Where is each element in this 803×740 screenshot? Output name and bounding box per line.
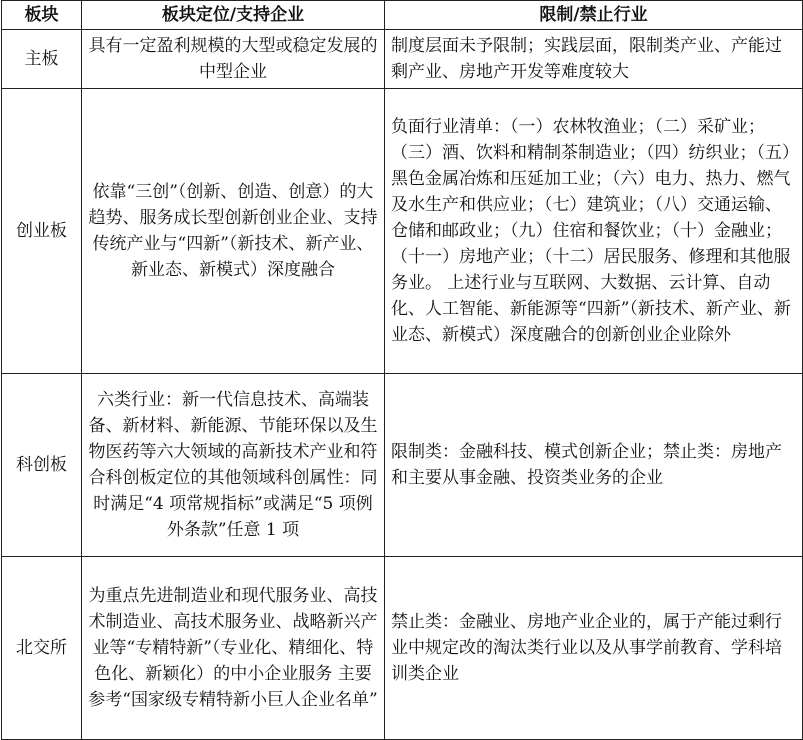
table-header-row: [2, 1, 803, 30]
position-cell: 六类行业：新一代信息技术、高端装备、新材料、新能源、节能环保以及生物医药等六大领域的高新技术产业和符合科创板定位的其他领域科创属性：同时满足“4 项常规指标”或满足“5 项例外条款”任意 1 项: [82, 374, 385, 557]
table-row-beijing-exchange: [2, 557, 803, 740]
table-row-main-board: [2, 30, 803, 89]
restriction-cell: 制度层面未予限制；实践层面，限制类产业、产能过剩产业、房地产开发等难度较大: [385, 30, 803, 89]
header-position: 板块定位/支持企业: [82, 1, 385, 30]
position-cell: 具有一定盈利规模的大型或稳定发展的中型企业: [82, 30, 385, 89]
board-name-cell: 科创板: [2, 374, 82, 557]
restriction-cell: 负面行业清单：（一）农林牧渔业；（二）采矿业；（三）酒、饮料和精制茶制造业；（四）纺织业；（五）黑色金属冶炼和压延加工业；（六）电力、热力、燃气及水生产和供应业；（七）建筑业；（八）交通运输、仓储和邮政业；（九）住宿和餐饮业；（十）金融业；（十一）房地产业；（十二）居民服务、修理和其他服务业。 上述行业与互联网、大数据、云计算、自动化、人工智能、新能源等“四新”（新技术、新产业、新业态、新模式）深度融合的创新创业企业除外: [385, 89, 803, 374]
board-name-cell: 创业板: [2, 89, 82, 374]
board-name-cell: 北交所: [2, 557, 82, 740]
header-restriction: 限制/禁止行业: [385, 1, 803, 30]
position-cell: 依靠“三创”（创新、创造、创意）的大趋势、服务成长型创新创业企业、支持传统产业与“四新”（新技术、新产业、新业态、新模式）深度融合: [82, 89, 385, 374]
board-name-cell: 主板: [2, 30, 82, 89]
table-row-star-market: [2, 374, 803, 557]
position-cell: 为重点先进制造业和现代服务业、高技术制造业、高技术服务业、战略新兴产业等“专精特新”（专业化、精细化、特色化、新颖化）的中小企业服务 主要参考“国家级专精特新小巨人企业名单”: [82, 557, 385, 740]
table-row-chinext: [2, 89, 803, 374]
restriction-cell: 禁止类：金融业、房地产业企业的，属于产能过剩行业中规定改的淘汰类行业以及从事学前教育、学科培训类企业: [385, 557, 803, 740]
header-board: 板块: [2, 1, 82, 30]
board-comparison-table: [1, 0, 803, 740]
restriction-cell: 限制类：金融科技、模式创新企业；禁止类：房地产和主要从事金融、投资类业务的企业: [385, 374, 803, 557]
